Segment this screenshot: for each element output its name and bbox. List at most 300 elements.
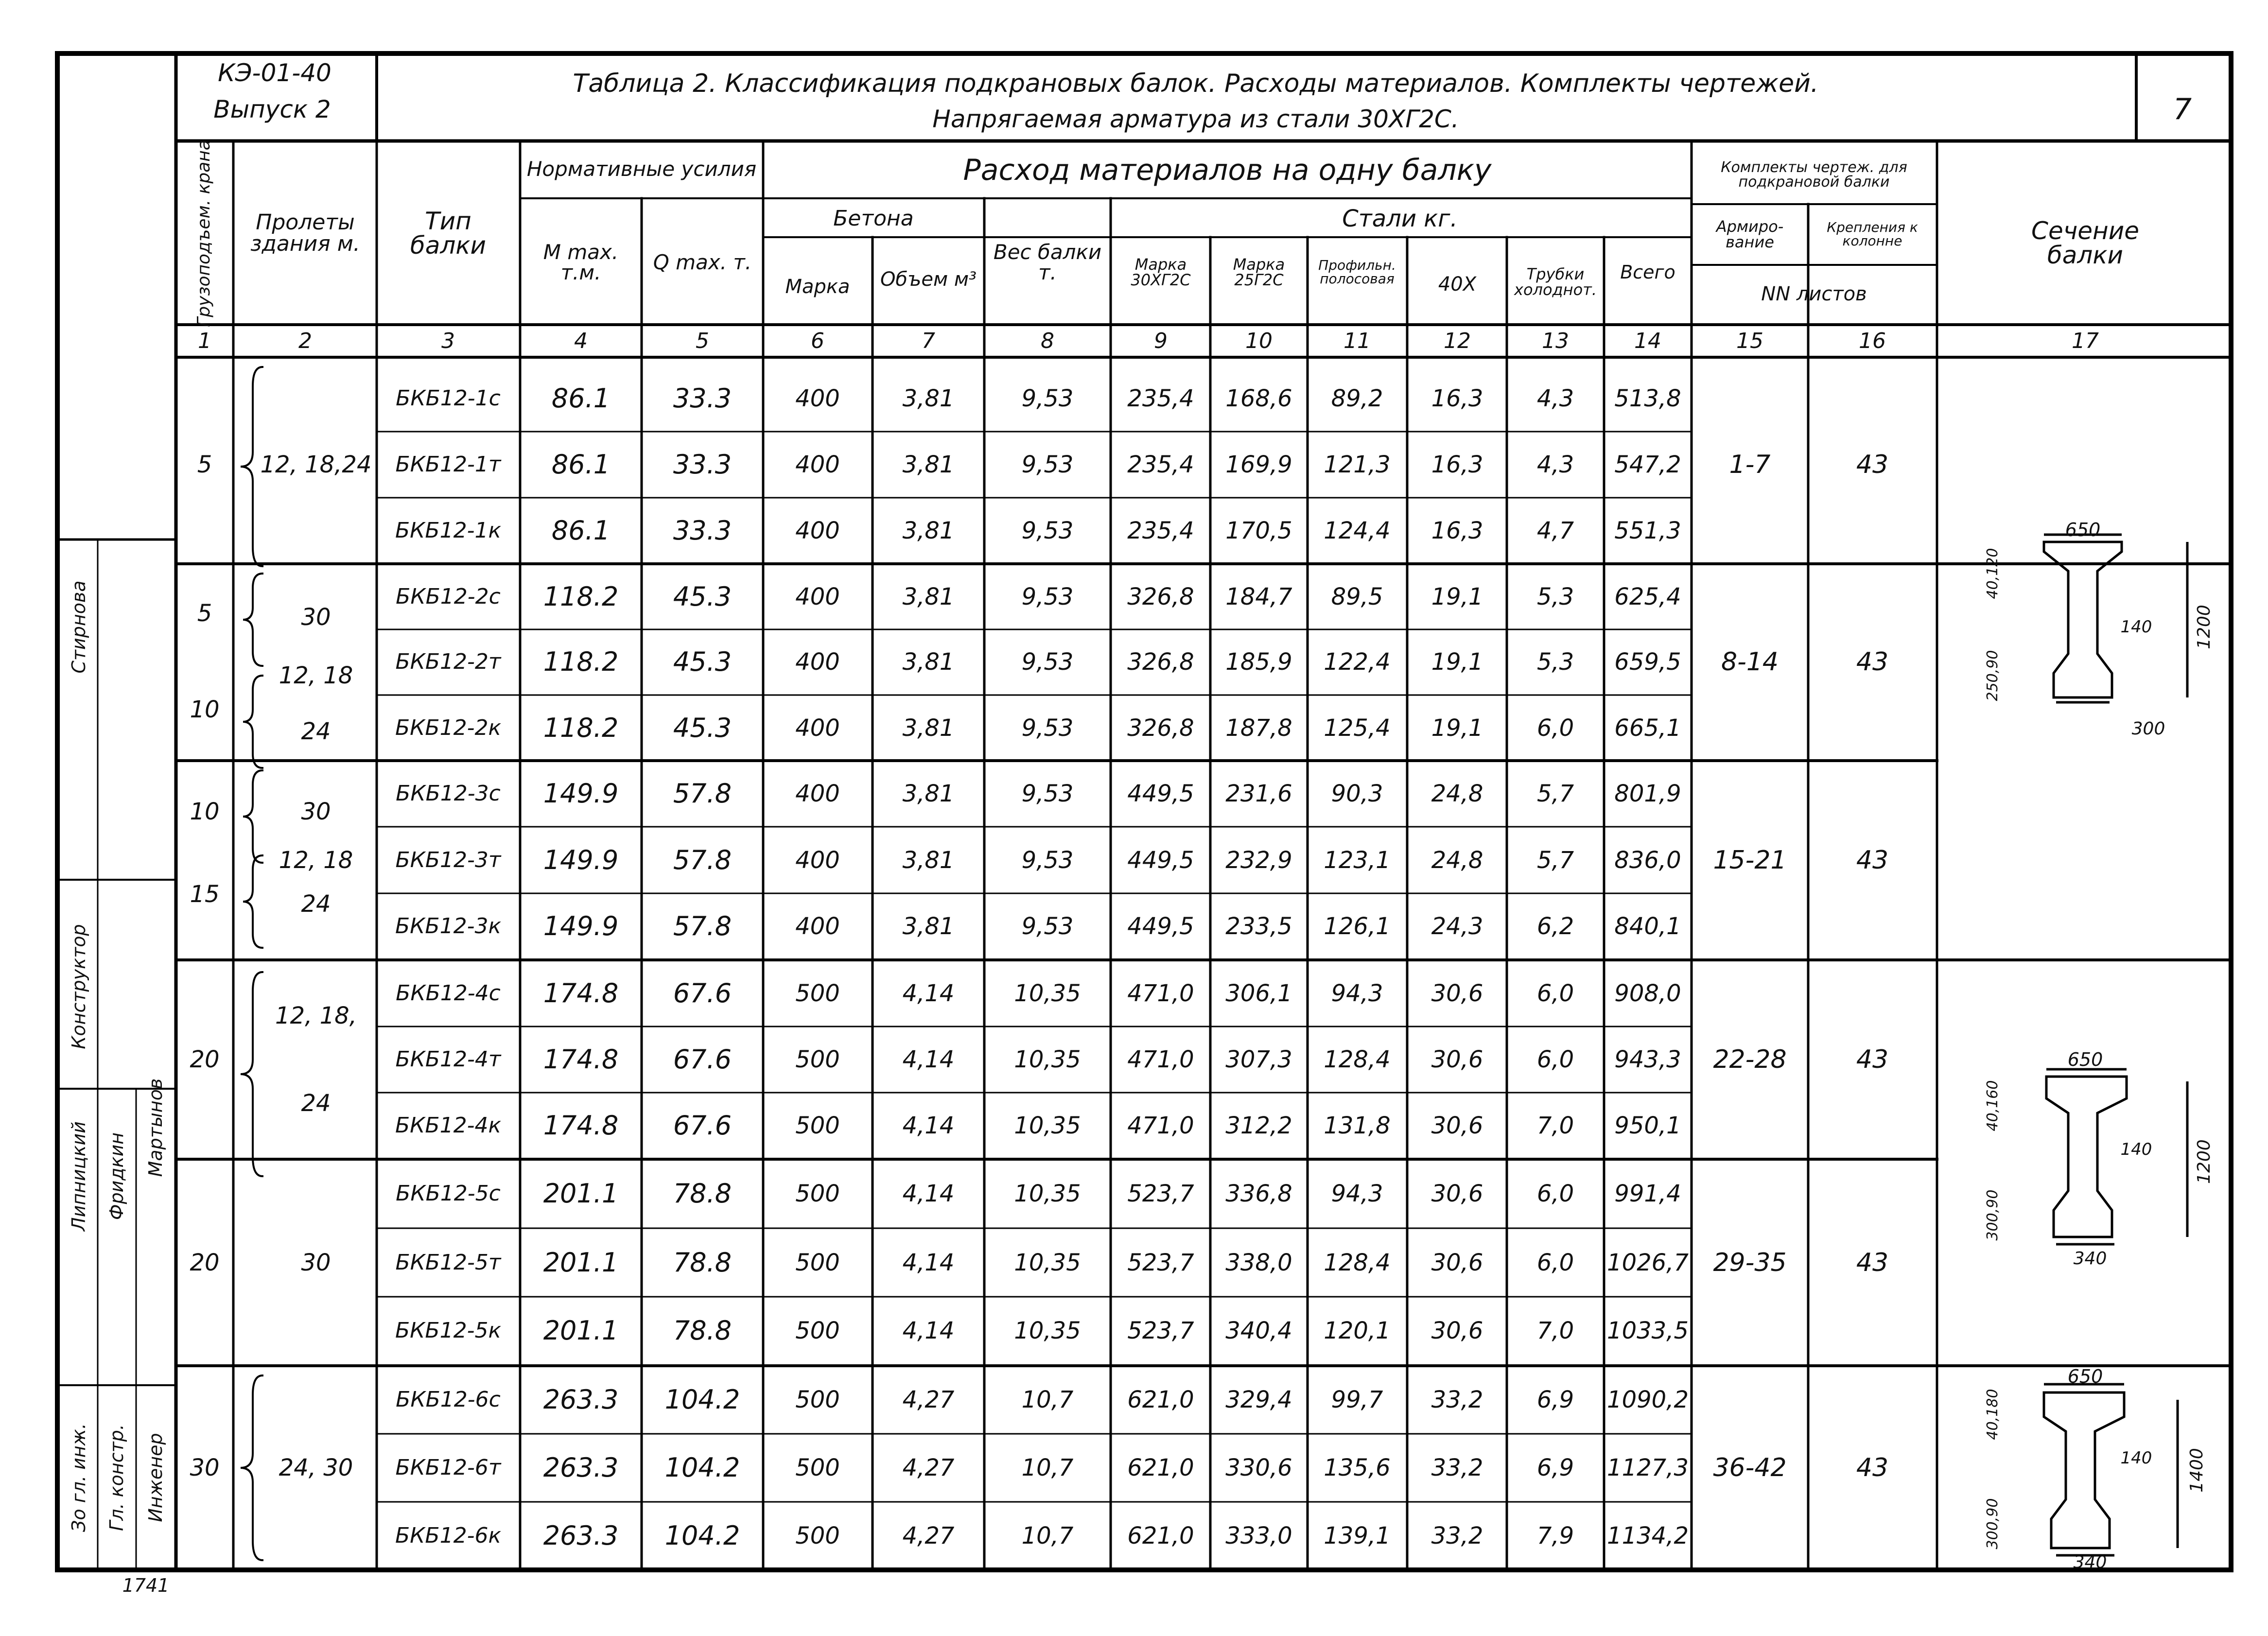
- section-flange: 40,120: [1984, 548, 2001, 599]
- steel-40x: 19,1: [1431, 583, 1483, 610]
- steel-30xg2s: 449,5: [1127, 913, 1194, 940]
- crane-capacity: 10: [190, 798, 220, 825]
- steel-pipes: 5,3: [1536, 648, 1574, 676]
- steel-profile: 89,2: [1331, 385, 1383, 412]
- steel-40x: 30,6: [1431, 1249, 1483, 1276]
- concrete-volume: 4,14: [902, 1046, 955, 1073]
- header-weight: Вес балки т.: [993, 240, 1102, 284]
- drawing-sheets: 29-35: [1713, 1248, 1787, 1277]
- steel-40x: 30,6: [1431, 1317, 1483, 1344]
- header-volume: Объем м³: [880, 268, 977, 291]
- concrete-volume: 3,81: [902, 648, 955, 676]
- sig-role-1: Зо гл. инж.: [68, 1423, 89, 1532]
- concrete-grade: 400: [795, 913, 840, 940]
- mmax: 86.1: [551, 449, 611, 480]
- steel-30xg2s: 621,0: [1127, 1454, 1194, 1481]
- steel-total: 836,0: [1614, 847, 1681, 874]
- steel-pipes: 5,3: [1536, 583, 1574, 610]
- steel-total: 943,3: [1614, 1046, 1681, 1073]
- column-fix-sheet: 43: [1856, 1453, 1889, 1482]
- section-web: 140: [2120, 617, 2152, 637]
- steel-40x: 16,3: [1431, 517, 1483, 544]
- beam-type: БКБ12-5к: [395, 1318, 502, 1343]
- column-number: 10: [1245, 329, 1273, 353]
- building-span: 24, 30: [279, 1454, 353, 1481]
- header-profile: Профильн. полосовая: [1318, 257, 1396, 287]
- column-number: 11: [1343, 329, 1371, 353]
- mmax: 86.1: [551, 515, 611, 546]
- beam-type: БКБ12-1т: [395, 452, 501, 477]
- beam-weight: 10,7: [1021, 1386, 1074, 1413]
- steel-total: 1134,2: [1607, 1522, 1689, 1549]
- beam-type: БКБ12-2т: [395, 649, 501, 674]
- steel-30xg2s: 523,7: [1127, 1317, 1194, 1344]
- steel-profile: 94,3: [1331, 980, 1383, 1007]
- building-span: 24: [301, 1090, 331, 1117]
- steel-total: 551,3: [1614, 517, 1681, 544]
- crane-capacity: 20: [190, 1249, 220, 1276]
- steel-profile: 128,4: [1324, 1249, 1391, 1276]
- steel-25g2s: 306,1: [1225, 980, 1292, 1007]
- header-consumption: Расход материалов на одну балку: [963, 153, 1492, 187]
- column-number: 12: [1444, 329, 1471, 353]
- steel-30xg2s: 523,7: [1127, 1180, 1194, 1207]
- qmax: 104.2: [664, 1520, 740, 1551]
- column-number: 1: [198, 329, 211, 353]
- section-bottom-width: 340: [2073, 1249, 2107, 1269]
- steel-profile: 94,3: [1331, 1180, 1383, 1207]
- steel-25g2s: 184,7: [1225, 583, 1292, 610]
- sig-left-role-2: Конструктор: [68, 924, 89, 1049]
- beam-section-2: [2046, 1069, 2187, 1244]
- steel-profile: 125,4: [1324, 714, 1391, 742]
- beam-weight: 9,53: [1021, 847, 1074, 874]
- steel-pipes: 7,9: [1536, 1522, 1574, 1549]
- steel-pipes: 6,0: [1536, 1046, 1574, 1073]
- steel-40x: 30,6: [1431, 1112, 1483, 1139]
- crane-capacity: 10: [190, 696, 220, 723]
- sig-name-3: Мартынов: [145, 1078, 166, 1177]
- concrete-grade: 500: [795, 1180, 840, 1207]
- steel-30xg2s: 523,7: [1127, 1249, 1194, 1276]
- mmax: 201.1: [543, 1247, 619, 1278]
- header-qmax: Q max. т.: [653, 250, 752, 274]
- steel-25g2s: 329,4: [1225, 1386, 1292, 1413]
- steel-30xg2s: 471,0: [1127, 980, 1194, 1007]
- page-subtitle: Напрягаемая арматура из стали 30ХГ2С.: [932, 105, 1459, 133]
- mmax: 263.3: [543, 1384, 619, 1415]
- qmax: 45.3: [673, 713, 732, 743]
- steel-pipes: 4,7: [1536, 517, 1574, 544]
- concrete-volume: 4,14: [902, 980, 955, 1007]
- steel-pipes: 6,0: [1536, 1249, 1574, 1276]
- steel-profile: 122,4: [1324, 648, 1391, 676]
- building-span: 12, 18: [279, 847, 353, 874]
- header-mmax: М max. т.м.: [543, 240, 619, 284]
- concrete-grade: 500: [795, 1249, 840, 1276]
- steel-total: 1127,3: [1607, 1454, 1689, 1481]
- column-number: 8: [1041, 329, 1054, 353]
- column-number: 2: [298, 329, 312, 353]
- column-number: 5: [696, 329, 709, 353]
- footer-number: 1741: [122, 1575, 170, 1596]
- header-s25: Марка 25Г2С: [1233, 255, 1285, 289]
- steel-30xg2s: 449,5: [1127, 847, 1194, 874]
- column-number: 14: [1634, 329, 1661, 353]
- building-span: 12, 18: [279, 662, 353, 689]
- beam-weight: 9,53: [1021, 517, 1074, 544]
- steel-profile: 131,8: [1324, 1112, 1391, 1139]
- section-bottom-flange: 300,90: [1984, 1189, 2001, 1241]
- building-span: 24: [301, 890, 331, 918]
- concrete-grade: 500: [795, 1522, 840, 1549]
- steel-30xg2s: 449,5: [1127, 780, 1194, 807]
- steel-total: 991,4: [1614, 1180, 1681, 1207]
- header-type: Тип балки: [410, 207, 487, 260]
- building-span: 12, 18,24: [260, 451, 372, 478]
- steel-pipes: 7,0: [1536, 1112, 1574, 1139]
- steel-30xg2s: 235,4: [1127, 451, 1194, 478]
- steel-total: 950,1: [1614, 1112, 1681, 1139]
- header-grade: Марка: [785, 276, 850, 298]
- mmax: 118.2: [543, 581, 619, 612]
- header-total: Всего: [1620, 261, 1675, 283]
- concrete-grade: 400: [795, 780, 840, 807]
- steel-total: 908,0: [1614, 980, 1681, 1007]
- beam-weight: 10,7: [1021, 1454, 1074, 1481]
- concrete-volume: 3,81: [902, 385, 955, 412]
- column-number: 13: [1542, 329, 1569, 353]
- page-title: Таблица 2. Классификация подкрановых балок. Расходы материалов. Комплекты чертежей.: [573, 69, 1819, 98]
- header-concrete: Бетона: [833, 206, 914, 231]
- concrete-volume: 4,27: [902, 1386, 955, 1413]
- steel-profile: 139,1: [1324, 1522, 1391, 1549]
- beam-weight: 9,53: [1021, 385, 1074, 412]
- header-spans: Пролеты здания м.: [250, 210, 360, 256]
- steel-pipes: 4,3: [1536, 385, 1574, 412]
- section-top-width: 650: [2067, 1366, 2103, 1387]
- steel-25g2s: 307,3: [1225, 1046, 1292, 1073]
- concrete-grade: 500: [795, 1454, 840, 1481]
- beam-weight: 10,35: [1014, 1046, 1081, 1073]
- steel-total: 513,8: [1614, 385, 1681, 412]
- column-number: 7: [922, 329, 935, 353]
- qmax: 57.8: [673, 778, 732, 809]
- header-s40: 40Х: [1438, 273, 1477, 296]
- qmax: 67.6: [673, 978, 732, 1009]
- steel-40x: 33,2: [1431, 1454, 1483, 1481]
- steel-25g2s: 233,5: [1225, 913, 1292, 940]
- section-height: 1200: [2194, 605, 2214, 649]
- column-number: 4: [574, 329, 588, 353]
- column-fix-sheet: 43: [1856, 450, 1889, 479]
- concrete-grade: 400: [795, 385, 840, 412]
- header-sets: Комплекты чертеж. для подкрановой балки: [1721, 159, 1907, 191]
- steel-total: 547,2: [1614, 451, 1681, 478]
- concrete-volume: 4,14: [902, 1317, 955, 1344]
- steel-profile: 121,3: [1324, 451, 1391, 478]
- section-bottom-width: 340: [2073, 1552, 2107, 1572]
- steel-pipes: 6,0: [1536, 980, 1574, 1007]
- beam-type: БКБ12-3с: [396, 781, 501, 806]
- steel-pipes: 5,7: [1536, 847, 1574, 874]
- steel-profile: 123,1: [1324, 847, 1391, 874]
- steel-25g2s: 330,6: [1225, 1454, 1292, 1481]
- building-span: 30: [301, 1249, 331, 1276]
- steel-40x: 33,2: [1431, 1386, 1483, 1413]
- section-top-width: 650: [2067, 1049, 2103, 1070]
- beam-type: БКБ12-4с: [396, 981, 501, 1006]
- beam-weight: 10,35: [1014, 1317, 1081, 1344]
- header-arm: Армиро- вание: [1716, 217, 1784, 251]
- header-fix: Крепления к колонне: [1827, 219, 1918, 249]
- steel-total: 625,4: [1614, 583, 1681, 610]
- beam-type: БКБ12-6с: [396, 1387, 501, 1412]
- mmax: 174.8: [543, 1044, 619, 1075]
- beam-section-1: [2044, 535, 2187, 702]
- building-span: 30: [301, 798, 331, 825]
- steel-pipes: 4,3: [1536, 451, 1574, 478]
- steel-profile: 90,3: [1331, 780, 1383, 807]
- section-top-width: 650: [2065, 519, 2101, 540]
- drawing-sheets: 36-42: [1713, 1453, 1787, 1482]
- steel-profile: 128,4: [1324, 1046, 1391, 1073]
- concrete-volume: 3,81: [902, 913, 955, 940]
- steel-40x: 30,6: [1431, 1046, 1483, 1073]
- steel-total: 840,1: [1614, 913, 1681, 940]
- concrete-grade: 500: [795, 1317, 840, 1344]
- beam-weight: 9,53: [1021, 648, 1074, 676]
- steel-total: 1033,5: [1607, 1317, 1689, 1344]
- beam-weight: 10,35: [1014, 1249, 1081, 1276]
- section-flange: 40,180: [1984, 1389, 2001, 1440]
- stamp-issue: Выпуск 2: [213, 95, 331, 123]
- section-bottom-flange: 300,90: [1984, 1498, 2001, 1549]
- concrete-volume: 4,27: [902, 1454, 955, 1481]
- drawing-sheets: 8-14: [1721, 647, 1779, 677]
- qmax: 78.8: [673, 1178, 732, 1209]
- mmax: 149.9: [543, 845, 619, 875]
- steel-25g2s: 169,9: [1225, 451, 1292, 478]
- steel-profile: 135,6: [1324, 1454, 1391, 1481]
- section-flange: 40,160: [1984, 1080, 2001, 1131]
- sig-role-2: Гл. констр.: [106, 1424, 127, 1531]
- crane-capacity: 30: [190, 1454, 220, 1481]
- steel-25g2s: 170,5: [1225, 517, 1292, 544]
- steel-30xg2s: 235,4: [1127, 385, 1194, 412]
- drawing-sheets: 1-7: [1729, 450, 1771, 479]
- concrete-grade: 400: [795, 517, 840, 544]
- section-height: 1400: [2187, 1448, 2207, 1493]
- steel-30xg2s: 235,4: [1127, 517, 1194, 544]
- qmax: 33.3: [673, 383, 732, 414]
- crane-capacity: 5: [197, 600, 212, 627]
- concrete-grade: 500: [795, 1386, 840, 1413]
- column-number: 6: [811, 329, 824, 353]
- header-pipes: Трубки холоднот.: [1514, 265, 1597, 299]
- steel-total: 1090,2: [1607, 1386, 1689, 1413]
- column-number: 3: [441, 329, 455, 353]
- column-number: 15: [1736, 329, 1763, 353]
- beam-type: БКБ12-6т: [395, 1455, 501, 1480]
- steel-25g2s: 168,6: [1225, 385, 1292, 412]
- column-fix-sheet: 43: [1856, 846, 1889, 875]
- steel-total: 1026,7: [1607, 1249, 1689, 1276]
- qmax: 78.8: [673, 1315, 732, 1346]
- steel-25g2s: 338,0: [1225, 1249, 1292, 1276]
- qmax: 104.2: [664, 1452, 740, 1483]
- concrete-volume: 4,14: [902, 1249, 955, 1276]
- steel-pipes: 6,9: [1536, 1454, 1574, 1481]
- steel-40x: 19,1: [1431, 648, 1483, 676]
- beam-weight: 9,53: [1021, 714, 1074, 742]
- concrete-volume: 3,81: [902, 780, 955, 807]
- steel-pipes: 5,7: [1536, 780, 1574, 807]
- qmax: 57.8: [673, 845, 732, 875]
- crane-capacity: 20: [190, 1046, 220, 1073]
- beam-type: БКБ12-4т: [395, 1047, 501, 1072]
- building-span: 12, 18,: [275, 1002, 357, 1029]
- qmax: 33.3: [673, 449, 732, 480]
- steel-30xg2s: 621,0: [1127, 1522, 1194, 1549]
- mmax: 149.9: [543, 778, 619, 809]
- header-s30: Марка 30ХГ2С: [1131, 255, 1191, 289]
- steel-40x: 33,2: [1431, 1522, 1483, 1549]
- column-fix-sheet: 43: [1856, 647, 1889, 677]
- concrete-volume: 4,14: [902, 1180, 955, 1207]
- qmax: 67.6: [673, 1044, 732, 1075]
- steel-30xg2s: 621,0: [1127, 1386, 1194, 1413]
- building-span: 24: [301, 718, 331, 745]
- steel-40x: 24,8: [1431, 847, 1483, 874]
- steel-pipes: 6,0: [1536, 714, 1574, 742]
- column-number: 16: [1859, 329, 1886, 353]
- mmax: 174.8: [543, 1110, 619, 1141]
- steel-40x: 30,6: [1431, 1180, 1483, 1207]
- beam-weight: 10,7: [1021, 1522, 1074, 1549]
- section-bottom-width: 300: [2131, 719, 2165, 739]
- steel-25g2s: 333,0: [1225, 1522, 1292, 1549]
- header-steel: Стали кг.: [1342, 205, 1458, 232]
- mmax: 201.1: [543, 1315, 619, 1346]
- steel-25g2s: 340,4: [1225, 1317, 1292, 1344]
- concrete-grade: 400: [795, 451, 840, 478]
- steel-total: 801,9: [1614, 780, 1681, 807]
- mmax: 149.9: [543, 911, 619, 941]
- concrete-volume: 3,81: [902, 714, 955, 742]
- mmax: 201.1: [543, 1178, 619, 1209]
- sig-name-2: Фридкин: [106, 1132, 127, 1220]
- header-forces: Нормативные усилия: [526, 157, 757, 181]
- beam-weight: 9,53: [1021, 780, 1074, 807]
- beam-type: БКБ12-6к: [395, 1523, 502, 1548]
- steel-pipes: 6,0: [1536, 1180, 1574, 1207]
- steel-25g2s: 232,9: [1225, 847, 1292, 874]
- steel-25g2s: 231,6: [1225, 780, 1292, 807]
- sig-left-role-1: Стирнова: [68, 580, 89, 674]
- steel-30xg2s: 326,8: [1127, 583, 1194, 610]
- mmax: 118.2: [543, 713, 619, 743]
- steel-30xg2s: 471,0: [1127, 1046, 1194, 1073]
- steel-40x: 24,3: [1431, 913, 1483, 940]
- qmax: 67.6: [673, 1110, 732, 1141]
- beam-type: БКБ12-3к: [395, 914, 502, 939]
- beam-weight: 10,35: [1014, 1180, 1081, 1207]
- building-span: 30: [301, 604, 331, 631]
- mmax: 174.8: [543, 978, 619, 1009]
- stamp-code: КЭ-01-40: [218, 59, 331, 87]
- sig-role-3: Инженер: [145, 1433, 166, 1522]
- sheet-number: 7: [2173, 92, 2192, 126]
- steel-25g2s: 336,8: [1225, 1180, 1292, 1207]
- header-sheets: NN листов: [1761, 283, 1867, 305]
- steel-pipes: 6,2: [1536, 913, 1574, 940]
- beam-type: БКБ12-2к: [395, 715, 502, 740]
- drawing-sheets: 15-21: [1713, 846, 1787, 875]
- section-web: 140: [2120, 1140, 2152, 1159]
- mmax: 86.1: [551, 383, 611, 414]
- beam-type: БКБ12-5т: [395, 1250, 501, 1275]
- concrete-grade: 400: [795, 583, 840, 610]
- column-fix-sheet: 43: [1856, 1045, 1889, 1074]
- concrete-grade: 400: [795, 714, 840, 742]
- header-crane: Грузоподъем. крана: [194, 139, 214, 327]
- beam-type: БКБ12-5с: [396, 1181, 501, 1206]
- steel-profile: 99,7: [1331, 1386, 1383, 1413]
- steel-30xg2s: 326,8: [1127, 648, 1194, 676]
- section-height: 1200: [2194, 1139, 2214, 1184]
- beam-weight: 9,53: [1021, 583, 1074, 610]
- crane-capacity: 15: [190, 881, 220, 908]
- beam-type: БКБ12-1к: [395, 518, 502, 543]
- mmax: 263.3: [543, 1452, 619, 1483]
- steel-total: 659,5: [1614, 648, 1681, 676]
- steel-40x: 16,3: [1431, 451, 1483, 478]
- concrete-grade: 400: [795, 847, 840, 874]
- qmax: 57.8: [673, 911, 732, 941]
- qmax: 78.8: [673, 1247, 732, 1278]
- concrete-volume: 4,14: [902, 1112, 955, 1139]
- qmax: 45.3: [673, 646, 732, 677]
- concrete-grade: 500: [795, 1046, 840, 1073]
- concrete-volume: 3,81: [902, 517, 955, 544]
- steel-30xg2s: 471,0: [1127, 1112, 1194, 1139]
- header-section: Сечение балки: [2031, 217, 2139, 269]
- steel-40x: 19,1: [1431, 714, 1483, 742]
- qmax: 104.2: [664, 1384, 740, 1415]
- section-bottom-flange: 250,90: [1984, 650, 2001, 701]
- concrete-grade: 500: [795, 980, 840, 1007]
- steel-25g2s: 312,2: [1225, 1112, 1292, 1139]
- concrete-volume: 3,81: [902, 583, 955, 610]
- beam-section-3: [2044, 1384, 2178, 1555]
- qmax: 45.3: [673, 581, 732, 612]
- column-fix-sheet: 43: [1856, 1248, 1889, 1277]
- mmax: 118.2: [543, 646, 619, 677]
- steel-profile: 89,5: [1331, 583, 1383, 610]
- beam-weight: 10,35: [1014, 980, 1081, 1007]
- column-number: 9: [1154, 329, 1168, 353]
- concrete-volume: 4,27: [902, 1522, 955, 1549]
- steel-25g2s: 185,9: [1225, 648, 1292, 676]
- steel-profile: 126,1: [1324, 913, 1391, 940]
- beam-type: БКБ12-3т: [395, 848, 501, 872]
- steel-30xg2s: 326,8: [1127, 714, 1194, 742]
- steel-pipes: 6,9: [1536, 1386, 1574, 1413]
- steel-profile: 120,1: [1324, 1317, 1391, 1344]
- beam-weight: 9,53: [1021, 913, 1074, 940]
- steel-40x: 16,3: [1431, 385, 1483, 412]
